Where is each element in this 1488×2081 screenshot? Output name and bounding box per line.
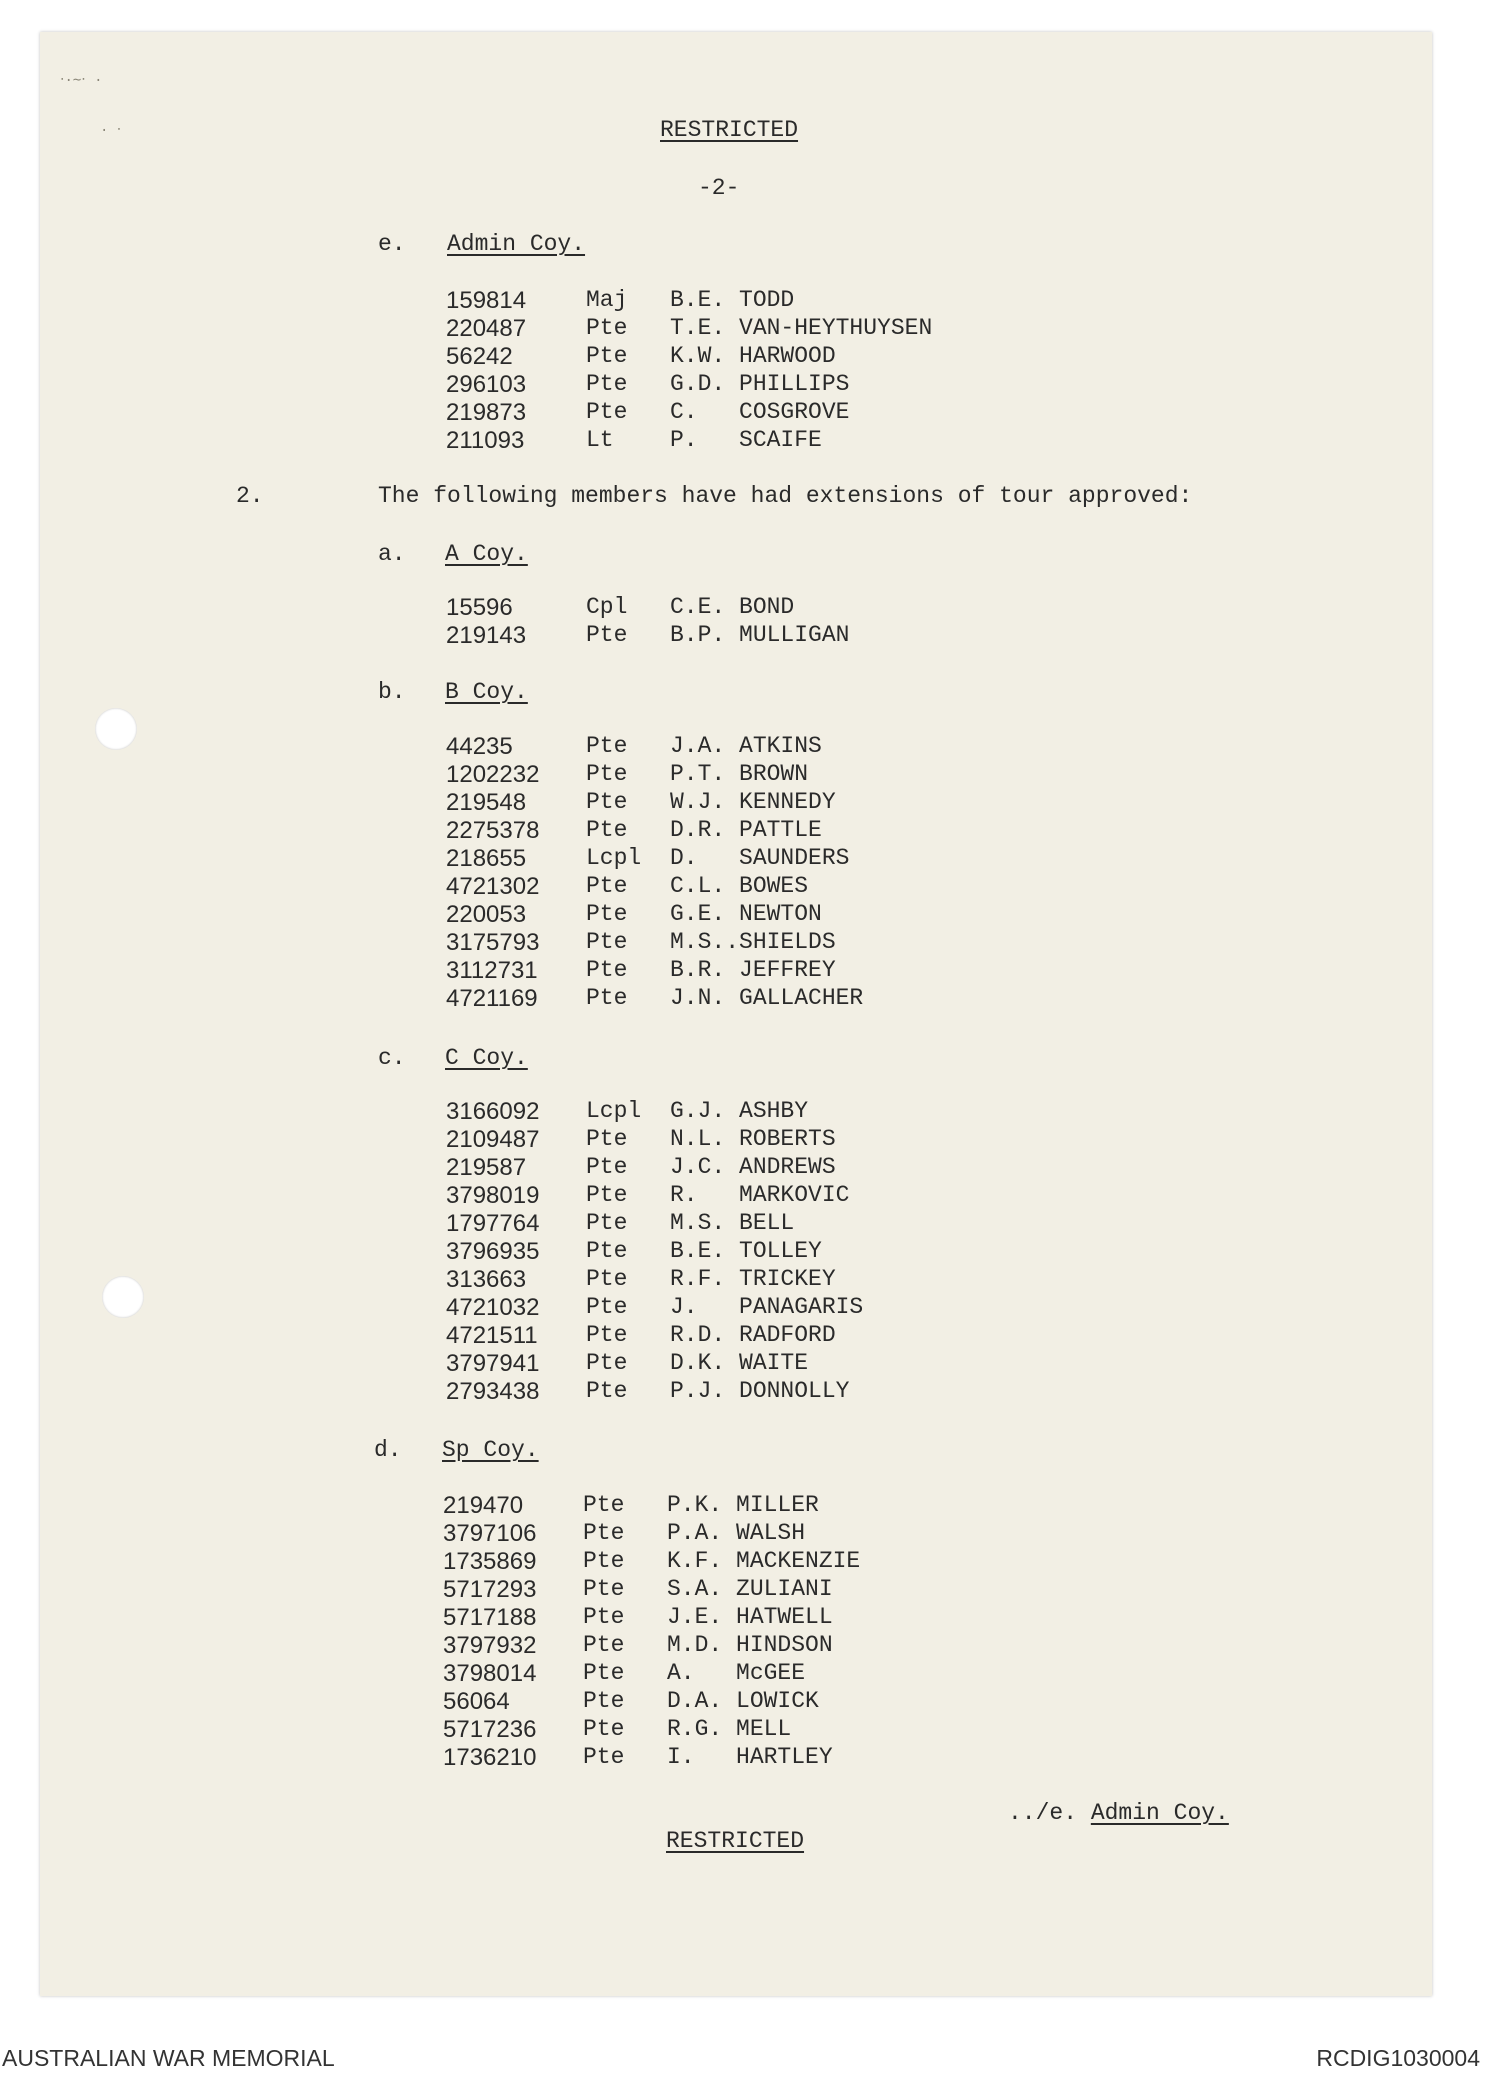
staple-mark: ‧·∼‧ · — [60, 73, 103, 89]
continuation-prefix: ../e. — [1008, 1800, 1091, 1826]
personnel-service-number: 219587 — [446, 1154, 527, 1181]
personnel-rank: Pte — [586, 957, 628, 983]
personnel-name: C.E. BOND — [670, 594, 795, 620]
personnel-name: A. McGEE — [667, 1660, 806, 1686]
personnel-rank: Pte — [586, 1350, 628, 1376]
personnel-service-number: 3797932 — [443, 1632, 537, 1659]
personnel-name: J.N. GALLACHER — [670, 985, 864, 1011]
personnel-rank: Pte — [583, 1660, 625, 1686]
personnel-name: P. SCAIFE — [670, 427, 822, 453]
personnel-rank: Pte — [586, 1378, 628, 1404]
personnel-service-number: 219548 — [446, 789, 527, 816]
personnel-service-number: 219470 — [443, 1492, 524, 1519]
personnel-rank: Pte — [583, 1576, 625, 1602]
personnel-service-number: 4721032 — [446, 1294, 540, 1321]
personnel-name: D.K. WAITE — [670, 1350, 809, 1376]
personnel-service-number: 44235 — [446, 733, 513, 760]
personnel-name: S.A. ZULIANI — [667, 1576, 833, 1602]
personnel-rank: Pte — [586, 399, 628, 425]
personnel-service-number: 56242 — [446, 343, 513, 370]
personnel-service-number: 3798019 — [446, 1182, 540, 1209]
personnel-name: D.A. LOWICK — [667, 1688, 819, 1714]
personnel-service-number: 4721511 — [446, 1322, 538, 1349]
personnel-rank: Pte — [586, 1126, 628, 1152]
section-title-admin-coy: Admin Coy. — [447, 231, 586, 257]
archive-id: RCDIG1030004 — [1316, 2045, 1480, 2071]
paragraph-number-2: 2. — [236, 483, 264, 509]
personnel-service-number: 3798014 — [443, 1660, 537, 1687]
personnel-name: B.R. JEFFREY — [670, 957, 836, 983]
personnel-service-number: 219873 — [446, 399, 527, 426]
personnel-name: B.E. TOLLEY — [670, 1238, 822, 1264]
personnel-rank: Pte — [586, 985, 628, 1011]
personnel-rank: Pte — [586, 789, 628, 815]
personnel-rank: Maj — [586, 287, 628, 313]
personnel-name: T.E. VAN-HEYTHUYSEN — [670, 315, 933, 341]
continuation-marker — [1008, 1800, 1229, 1826]
personnel-name: C. COSGROVE — [670, 399, 850, 425]
personnel-service-number: 2275378 — [446, 817, 540, 844]
personnel-service-number: 4721169 — [446, 985, 538, 1012]
personnel-service-number: 5717236 — [443, 1716, 537, 1743]
personnel-service-number: 1202232 — [446, 761, 540, 788]
page-number: -2- — [698, 175, 740, 201]
personnel-rank: Pte — [586, 622, 628, 648]
personnel-name: R.D. RADFORD — [670, 1322, 836, 1348]
personnel-service-number: 2109487 — [446, 1126, 540, 1153]
personnel-service-number: 1736210 — [443, 1744, 537, 1771]
personnel-service-number: 15596 — [446, 594, 513, 621]
punch-hole-bottom — [102, 1276, 144, 1318]
personnel-service-number: 1797764 — [446, 1210, 540, 1237]
personnel-name: R. MARKOVIC — [670, 1182, 850, 1208]
personnel-rank: Pte — [586, 929, 628, 955]
personnel-service-number: 3797106 — [443, 1520, 537, 1547]
personnel-name: M.S..SHIELDS — [670, 929, 836, 955]
personnel-service-number: 2793438 — [446, 1378, 540, 1405]
personnel-name: J.E. HATWELL — [667, 1604, 833, 1630]
personnel-service-number: 5717293 — [443, 1576, 537, 1603]
section-letter-e: e. — [378, 231, 406, 257]
personnel-service-number: 296103 — [446, 371, 527, 398]
personnel-service-number: 159814 — [446, 287, 527, 314]
personnel-service-number: 218655 — [446, 845, 527, 872]
personnel-rank: Pte — [586, 1154, 628, 1180]
personnel-service-number: 3797941 — [446, 1350, 540, 1377]
personnel-service-number: 219143 — [446, 622, 527, 649]
personnel-name: K.W. HARWOOD — [670, 343, 836, 369]
personnel-rank: Lcpl — [586, 845, 642, 871]
personnel-name: K.F. MACKENZIE — [667, 1548, 861, 1574]
section-letter-b: b. — [378, 679, 406, 705]
personnel-rank: Pte — [586, 371, 628, 397]
personnel-rank: Lcpl — [586, 1098, 642, 1124]
archive-name: AUSTRALIAN WAR MEMORIAL — [2, 2045, 335, 2071]
personnel-rank: Pte — [586, 873, 628, 899]
personnel-rank: Pte — [586, 1238, 628, 1264]
personnel-rank: Pte — [586, 761, 628, 787]
personnel-rank: Pte — [583, 1632, 625, 1658]
personnel-name: D. SAUNDERS — [670, 845, 850, 871]
personnel-rank: Pte — [586, 1294, 628, 1320]
personnel-service-number: 220053 — [446, 901, 527, 928]
personnel-name: P.T. BROWN — [670, 761, 809, 787]
personnel-service-number: 3175793 — [446, 929, 540, 956]
personnel-name: J.C. ANDREWS — [670, 1154, 836, 1180]
personnel-service-number: 1735869 — [443, 1548, 537, 1575]
personnel-rank: Pte — [586, 315, 628, 341]
header-restricted: RESTRICTED — [660, 117, 799, 143]
personnel-name: P.J. DONNOLLY — [670, 1378, 850, 1404]
personnel-name: I. HARTLEY — [667, 1744, 833, 1770]
personnel-rank: Pte — [586, 817, 628, 843]
personnel-name: M.D. HINDSON — [667, 1632, 833, 1658]
personnel-rank: Pte — [586, 1266, 628, 1292]
personnel-name: G.J. ASHBY — [670, 1098, 809, 1124]
archive-footer — [0, 2015, 1488, 2081]
personnel-rank: Pte — [586, 1210, 628, 1236]
personnel-name: C.L. BOWES — [670, 873, 809, 899]
staple-mark: · ‧ — [100, 123, 122, 139]
personnel-service-number: 56064 — [443, 1688, 510, 1715]
personnel-service-number: 3796935 — [446, 1238, 540, 1265]
personnel-name: D.R. PATTLE — [670, 817, 822, 843]
personnel-name: J.A. ATKINS — [670, 733, 822, 759]
section-letter-c: c. — [378, 1045, 406, 1071]
personnel-name: B.E. TODD — [670, 287, 795, 313]
personnel-name: B.P. MULLIGAN — [670, 622, 850, 648]
footer-restricted: RESTRICTED — [666, 1828, 805, 1854]
punch-hole-top — [95, 708, 137, 750]
section-title-a-coy: A Coy. — [445, 541, 528, 567]
personnel-rank: Pte — [583, 1688, 625, 1714]
personnel-rank: Pte — [583, 1744, 625, 1770]
section-letter-d: d. — [374, 1437, 402, 1463]
continuation-ref: Admin Coy. — [1090, 1800, 1229, 1826]
personnel-rank: Pte — [586, 733, 628, 759]
personnel-rank: Pte — [583, 1716, 625, 1742]
personnel-name: P.K. MILLER — [667, 1492, 819, 1518]
personnel-name: R.F. TRICKEY — [670, 1266, 836, 1292]
personnel-name: R.G. MELL — [667, 1716, 792, 1742]
personnel-rank: Pte — [583, 1604, 625, 1630]
personnel-service-number: 4721302 — [446, 873, 540, 900]
personnel-rank: Pte — [586, 901, 628, 927]
personnel-name: J. PANAGARIS — [670, 1294, 864, 1320]
personnel-service-number: 211093 — [446, 427, 525, 454]
personnel-name: W.J. KENNEDY — [670, 789, 836, 815]
personnel-name: P.A. WALSH — [667, 1520, 806, 1546]
personnel-service-number: 220487 — [446, 315, 527, 342]
personnel-service-number: 3112731 — [446, 957, 538, 984]
personnel-rank: Cpl — [586, 594, 628, 620]
personnel-rank: Pte — [586, 343, 628, 369]
personnel-rank: Pte — [583, 1520, 625, 1546]
personnel-rank: Pte — [586, 1322, 628, 1348]
personnel-service-number: 313663 — [446, 1266, 527, 1293]
section-title-sp-coy: Sp Coy. — [442, 1437, 539, 1463]
personnel-name: G.E. NEWTON — [670, 901, 822, 927]
section-title-b-coy: B Coy. — [445, 679, 528, 705]
personnel-service-number: 5717188 — [443, 1604, 537, 1631]
personnel-name: M.S. BELL — [670, 1210, 795, 1236]
paragraph-2-text: The following members have had extensions of tour approved: — [378, 483, 1193, 509]
personnel-rank: Pte — [586, 1182, 628, 1208]
personnel-rank: Pte — [583, 1548, 625, 1574]
section-letter-a: a. — [378, 541, 406, 567]
personnel-name: N.L. ROBERTS — [670, 1126, 836, 1152]
section-title-c-coy: C Coy. — [445, 1045, 528, 1071]
personnel-rank: Pte — [583, 1492, 625, 1518]
personnel-name: G.D. PHILLIPS — [670, 371, 850, 397]
personnel-rank: Lt — [586, 427, 614, 453]
personnel-service-number: 3166092 — [446, 1098, 540, 1125]
